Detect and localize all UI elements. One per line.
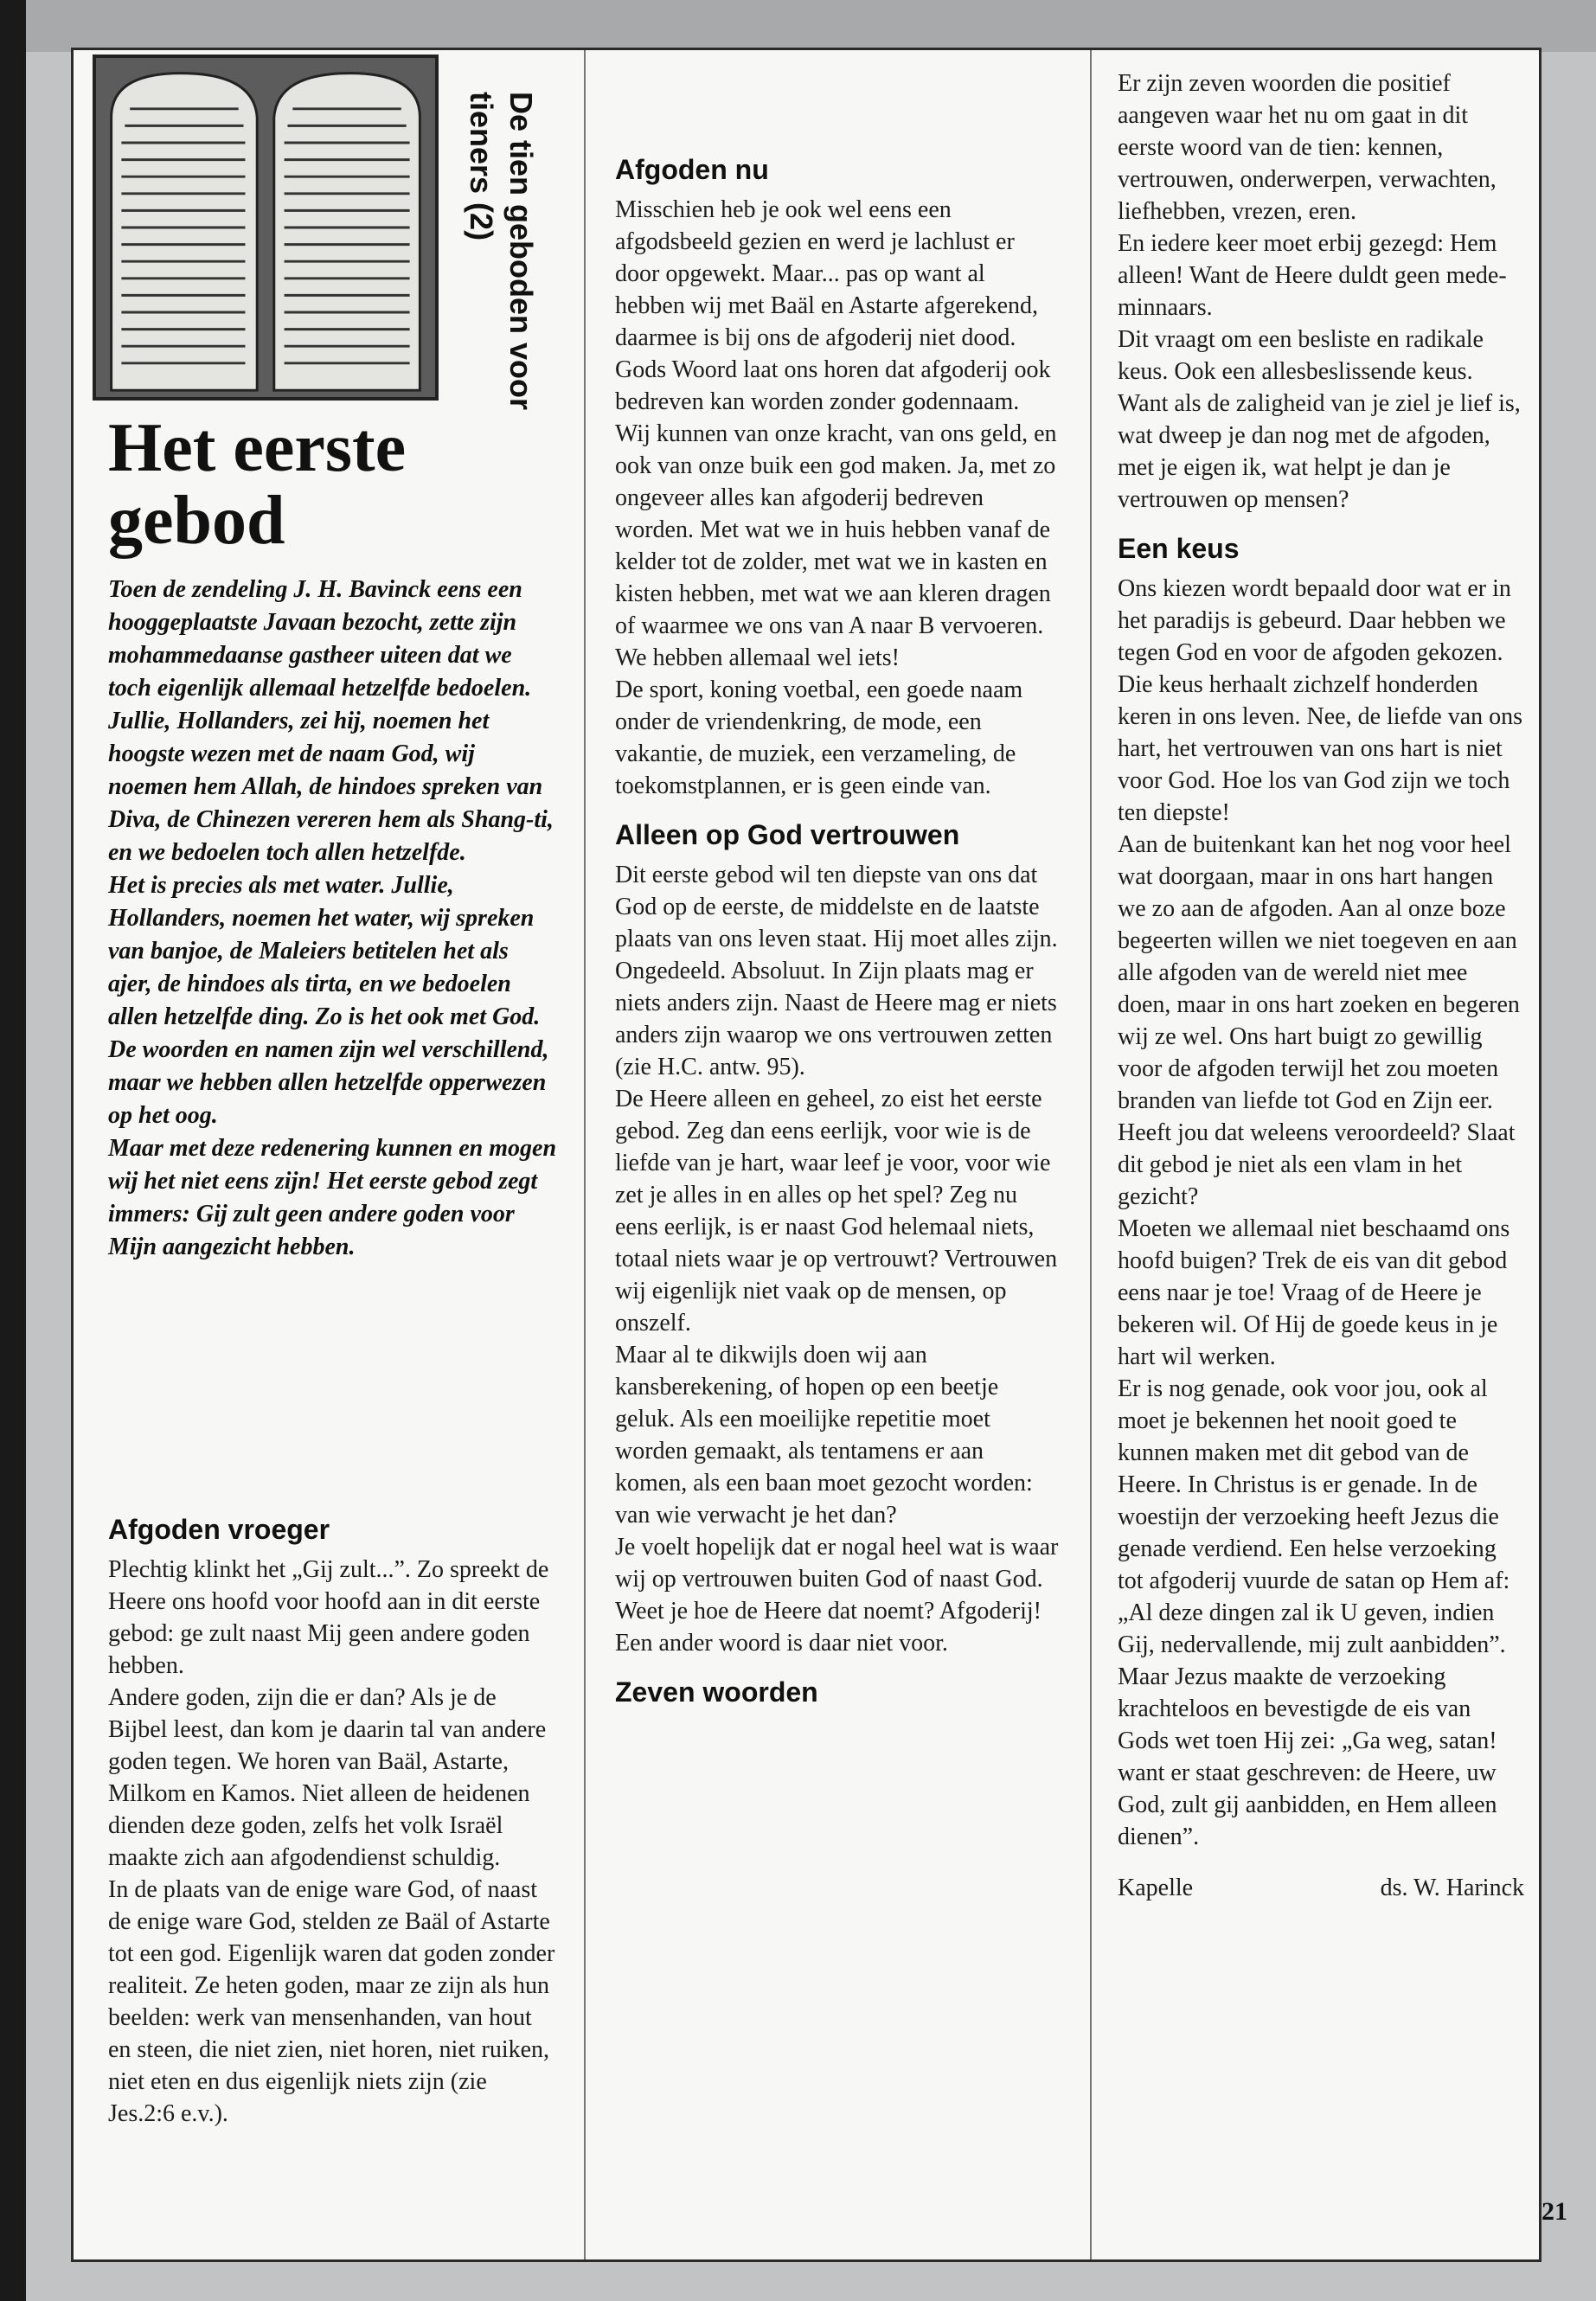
body-paragraph: Wij kunnen van onze kracht, van ons geld, en ook van onze buik een god maken. Ja, met zo ongeveer alles kan afgoderij bedreven worden. Met wat we in huis hebben vanaf de kelder tot de zolder, met wat we in kasten en kisten hebben, met wat we aan kleren dragen of waarmee we ons van A naar B vervoeren. We hebben allemaal wel iets! <box>615 420 1057 671</box>
body-paragraph: Moeten we allemaal niet beschaamd ons hoofd buigen? Trek de eis van dit gebod eens naar je toe! Vraag of de Heere je bekeren wil. Of Hij de goede keus in je hart wil werken. <box>1118 1215 1510 1370</box>
body-paragraph: De Heere alleen en geheel, zo eist het eerste gebod. Zeg dan eens eerlijk, voor wie is de liefde van je hart, waar leef je voor, voor wie zet je alles in en alles op het spel? Zeg nu eens eerlijk, is er naast God helemaal niets, totaal niets waar je op vertrouwt? Vertrouwen wij eigenlijk niet vaak op de mensen, op onszelf. <box>615 1086 1058 1336</box>
section-heading: Afgoden vroeger <box>108 1514 330 1545</box>
signature-place: Kapelle <box>1118 1875 1194 1901</box>
section-heading: Een keus <box>1118 533 1240 564</box>
column-2 <box>584 50 1092 2259</box>
body-paragraph: Aan de buitenkant kan het nog voor heel wat doorgaan, maar in ons hart hangen we zo aan de afgoden. Aan al onze boze begeerten willen we niet toegeven en aan alle afgoden van de wereld niet mee doen, maar in ons hart zoeken en begeren wij ze wel. Ons hart buigt zo gewillig voor de afgoden terwijl het zou moeten branden van liefde tot God en Zijn eer. <box>1118 831 1520 1114</box>
column-1 <box>74 50 584 2259</box>
intro-paragraph: Toen de zendeling J. H. Bavinck eens een hooggeplaatste Javaan bezocht, zette zijn mohammedaanse gastheer uiteen dat we toch eigenlijk allemaal hetzelfde bedoelen. Jullie, Hollanders, zei hij, noemen het hoogste wezen met de naam God, wij noemen hem Allah, de hindoes spreken van Diva, de Chinezen vereren hem als Shang-ti, en we bedoelen toch allen hetzelfde. <box>108 576 554 866</box>
section-heading: Zeven woorden <box>615 1676 818 1708</box>
magazine-page <box>71 48 1542 2262</box>
body-paragraph: In de plaats van de enige ware God, of naast de enige ware God, stelden ze Baäl of Astarte tot een god. Eigenlijk waren dat goden zonder realiteit. Ze heten goden, maar ze zijn als hun beelden: werk van mensenhanden, van hout en steen, die niet zien, niet horen, niet ruiken, niet eten en dus eigenlijk niets zijn (zie Jes.2:6 e.v.). <box>108 1876 555 2127</box>
column-3 <box>1090 50 1542 2259</box>
body-paragraph: Misschien heb je ook wel eens een afgodsbeeld gezien en werd je lachlust er door opgewekt. Maar... pas op want al hebben wij met Baäl en Astarte afgerekend, daarmee is bij ons de afgoderij niet dood. Gods Woord laat ons horen dat afgoderij ook bedreven kan worden zonder godennaam. <box>615 196 1051 415</box>
body-paragraph: Er is nog genade, ook voor jou, ook al moet je bekennen het nooit goed te kunnen maken met dit gebod van de Heere. In Christus is er genade. In de woestijn der verzoeking heeft Jezus die genade verdiend. Een helse verzoeking tot afgoderij vuurde de satan op Hem af: „Al deze dingen zal ik U geven, indien Gij, nedervallende, mij zult aanbidden”. <box>1118 1375 1510 1658</box>
signature-author: ds. W. Harinck <box>1380 1875 1524 1901</box>
section-heading: Alleen op God vertrouwen <box>615 819 960 850</box>
body-paragraph: Andere goden, zijn die er dan? Als je de Bijbel leest, dan kom je daarin tal van andere goden tegen. We horen van Baäl, Astarte, Milkom en Kamos. Niet alleen de heidenen dienden deze goden, zelfs het volk Israël maakte zich aan afgodendienst schuldig. <box>108 1684 547 1871</box>
intro-paragraph: Het is precies als met water. Jullie, Hollanders, noemen het water, wij spreken van banjoe, de Maleiers betitelen het als ajer, de hindoes als tirta, en we bedoelen allen hetzelfde ding. Zo is het ook met God. De woorden en namen zijn wel verschillend, maar we hebben allen hetzelfde opperwezen op het oog. <box>108 872 549 1129</box>
intro-paragraph: Maar met deze redenering kunnen en mogen wij het niet eens zijn! Het eerste gebod zegt immers: Gij zult geen andere goden voor Mijn aangezicht hebben. <box>108 1135 557 1260</box>
body-paragraph: Dit eerste gebod wil ten diepste van ons dat God op de eerste, de middelste en de laatste plaats van ons leven staat. Hij moet alles zijn. Ongedeeld. Absoluut. In Zijn plaats mag er niets anders zijn. Naast de Heere mag er niets anders zijn waarop we ons vertrouwen zetten (zie H.C. antw. 95). <box>615 862 1058 1080</box>
scan-top-band <box>26 0 1596 52</box>
page-number: 21 <box>1542 2197 1567 2226</box>
body-paragraph: Er zijn zeven woorden die positief aangeven waar het nu om gaat in dit eerste woord van de tien: kennen, vertrouwen, onderwerpen, verwachten, liefhebben, vrezen, eren. <box>1118 70 1497 225</box>
body-paragraph: De sport, koning voetbal, een goede naam onder de vriendenkring, de mode, een vakantie, de muziek, een verzameling, de toekomstplannen, er is geen einde van. <box>615 676 1023 799</box>
signature <box>1118 1872 1524 1904</box>
section-afgoden-vroeger <box>108 1497 558 2130</box>
series-title: De tien geboden voor tieners (2) <box>464 92 539 411</box>
tablets-icon <box>96 58 435 397</box>
body-paragraph: Je voelt hopelijk dat er nogal heel wat is waar wij op vertrouwen buiten God of naast God. Weet je hoe de Heere dat noemt? Afgoderij! Een ander woord is daar niet voor. <box>615 1534 1059 1657</box>
ten-commandments-tablets-image <box>93 54 439 401</box>
section-zeven-woorden-cont <box>1118 67 1524 1904</box>
body-paragraph: Dit vraagt om een besliste en radikale keus. Ook een allesbeslissende keus. Want als de zaligheid van je ziel je lief is, wat dweep je dan nog met de afgoden, met je eigen ik, wat helpt je dan je vertrouwen op mensen? <box>1118 326 1521 513</box>
body-paragraph: En iedere keer moet erbij gezegd: Hem alleen! Want de Heere duldt geen mede-minnaars. <box>1118 230 1507 321</box>
scan-edge <box>0 0 26 2301</box>
section-heading: Afgoden nu <box>615 154 769 185</box>
body-paragraph: Heeft jou dat weleens veroordeeld? Slaat dit gebod je niet als een vlam in het gezicht? <box>1118 1119 1516 1210</box>
body-paragraph: Plechtig klinkt het „Gij zult...”. Zo spreekt de Heere ons hoofd voor hoofd aan in dit eerste gebod: ge zult naast Mij geen andere goden hebben. <box>108 1556 549 1679</box>
body-paragraph: Ons kiezen wordt bepaald door wat er in het paradijs is gebeurd. Daar hebben we tegen God en voor de afgoden gekozen. Die keus herhaalt zichzelf honderden keren in ons leven. Nee, de liefde van ons hart, het vertrouwen van ons hart is niet voor God. Hoe los van God zijn we toch ten diepste! <box>1118 575 1523 826</box>
article-title: Het eerste gebod <box>108 410 407 559</box>
body-paragraph: Maar Jezus maakte de verzoeking krachteloos en bevestigde de eis van Gods wet toen Hij zei: „Ga weg, satan! want er staat geschreven: de Heere, uw God, zult gij aanbidden, en Hem alleen dienen”. <box>1118 1663 1497 1850</box>
section-afgoden-nu <box>615 137 1061 1716</box>
body-paragraph: Maar al te dikwijls doen wij aan kansberekening, of hopen op een beetje geluk. Als een moeilijke repetitie moet worden gemaakt, als tentamens er aan komen, als een baan moet gezocht worden: van wie verwacht je het dan? <box>615 1342 1033 1529</box>
article-intro <box>108 574 558 1264</box>
